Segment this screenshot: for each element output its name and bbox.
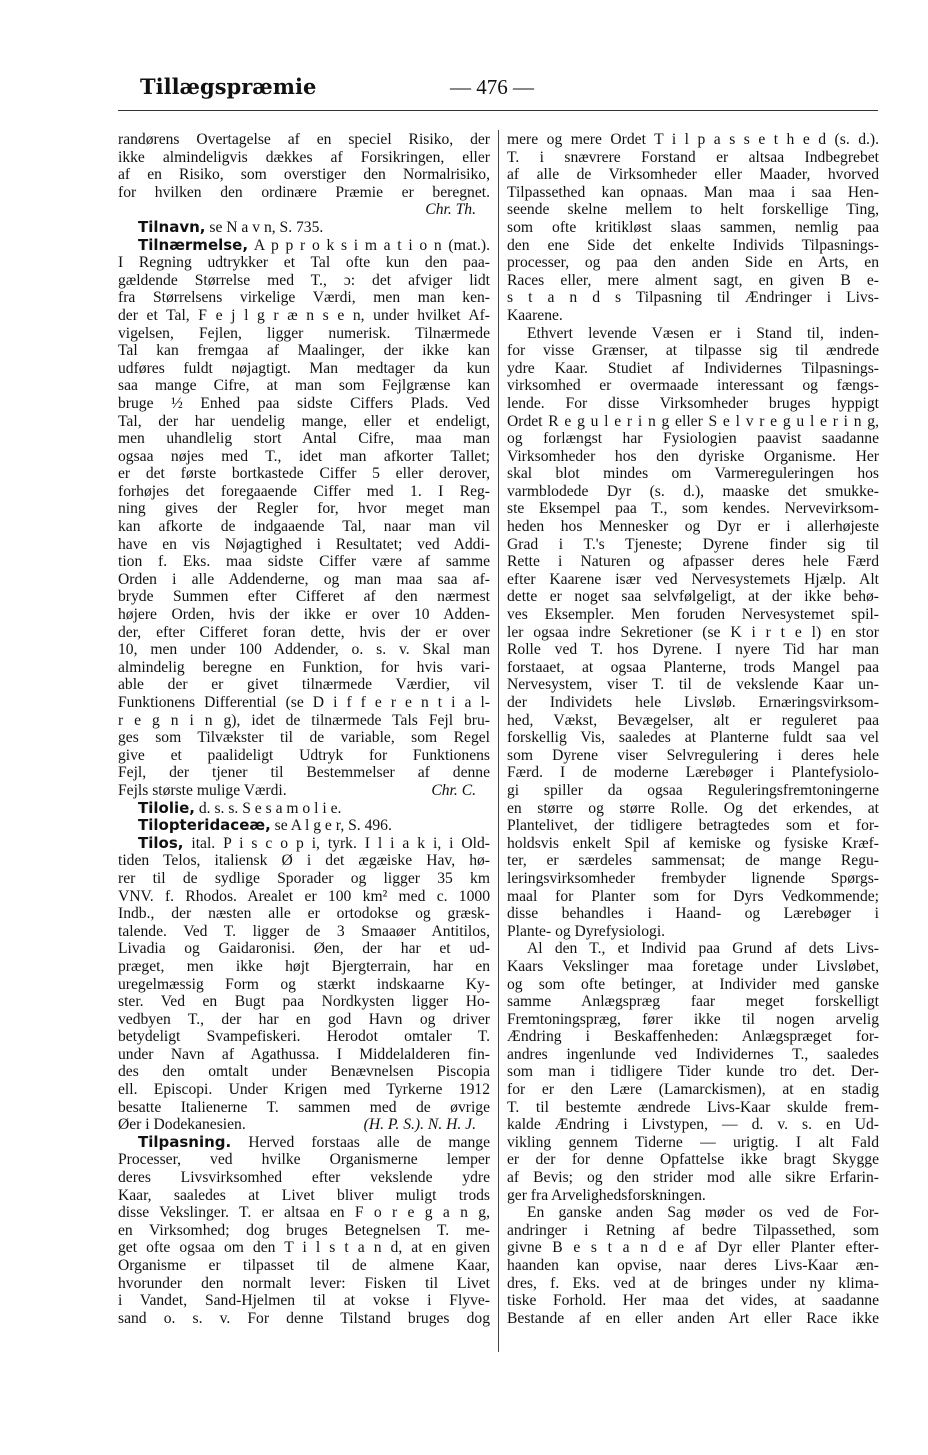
line-text: Kaar, saaledes at Livet bliver muligt trods [118, 1186, 490, 1204]
line-text: og forlængst har Fysiologien paavist saadanne [507, 430, 879, 448]
line-text: skal blot mindes om Varmereguleringen hos [507, 465, 879, 483]
line-text: Al den T., et Individ paa Grund af dets Livs- [527, 940, 879, 958]
line-text: som Dyrene viser Selvregulering i deres hele [507, 746, 879, 764]
text-line [507, 272, 879, 290]
line-text: ell. Episcopi. Under Krigen med Tyrkerne 1912 [118, 1081, 490, 1099]
line-text: Plante- og Dyrefysiologi. [507, 922, 666, 940]
text-line [507, 360, 879, 378]
text-line [507, 588, 879, 606]
text-line [507, 712, 879, 730]
line-text: mere og mere Ordet T i l p a s s e t h e d (s. d.). [507, 131, 879, 148]
line-text: bruge ½ Enhed paa sidste Ciffers Plads. Ved [118, 394, 490, 412]
line-text: forskellig Vis, saaledes at Planterne fuldt saa vel [507, 729, 879, 747]
line-text: ning gives der Regler for, hvor meget man [118, 500, 490, 518]
header-rule [118, 110, 878, 111]
line-text: T. i snævrere Forstand er altsaa Indbegrebet [507, 148, 879, 166]
line-text: tion f. Eks. maa sidste Ciffer være af samme [118, 553, 490, 571]
text-line [118, 976, 490, 994]
text-line [118, 1151, 490, 1169]
text-line [118, 149, 490, 167]
line-text: gi spiller da ogsaa Reguleringsfremtoningerne [507, 781, 879, 799]
line-text: varmblodede Dyr (s. d.), maaske det smukke- [507, 482, 879, 500]
text-line [507, 641, 879, 659]
line-text: Livadia og Gaidaronisi. Øen, der har et ud- [118, 940, 490, 958]
line-text: des den omtalt under Benævnelsen Piscopia [118, 1063, 490, 1081]
text-line [118, 747, 490, 765]
text-line [118, 518, 490, 536]
text-line [507, 500, 879, 518]
line-text: Tal, der har uendelig mange, eller et endeligt, [118, 412, 490, 430]
text-line [118, 1275, 490, 1293]
text-line [118, 1011, 490, 1029]
text-line [507, 1099, 879, 1117]
text-line [507, 149, 879, 167]
text-line [507, 993, 879, 1011]
line-text: seende skelne mellem to helt forskellige Ting, [507, 201, 879, 219]
line-text: en større og større Rolle. Og det erkendes, at [507, 799, 879, 817]
line-text: forhøjes det foregaaende Ciffer med 1. I Reg- [118, 482, 490, 500]
entry-headword: Tilpasning. [138, 1132, 232, 1151]
line-text: r e g n i n g), idet de tilnærmede Tals Fejl bru- [118, 711, 490, 729]
text-line [507, 888, 879, 906]
line-text: for er den Lære (Lamarckismen), at en stadig [507, 1081, 879, 1099]
line-text: som ofte kritikløst slaas sammen, nemlig paa [507, 218, 879, 236]
text-line [118, 782, 490, 800]
text-line [507, 553, 879, 571]
line-text: hvorunder den normalt lever: Fisken til Livet [118, 1274, 490, 1292]
line-text: Fremtoningspræg, fører ikke til nogen arvelig [507, 1010, 879, 1028]
line-text: give et paalideligt Udtryk for Funktionens [118, 746, 490, 764]
line-text: vikling gennem Tiderne — urigtig. I alt Fald [507, 1133, 879, 1151]
line-text: uregelmæssig Form og stærkt indskaarne Ky- [118, 975, 490, 993]
line-text: Orden i alle Addenderne, og man maa saa af- [118, 570, 490, 588]
line-text: se A l g e r, S. 496. [270, 817, 392, 835]
line-text: ster. Ved en Bugt paa Nordkysten ligger Ho- [118, 993, 490, 1011]
line-text: ogsaa nøjes med T., idet man afkorter Tallet; [118, 447, 490, 465]
line-text: T. til bestemte ændrede Livs-Kaar skulde frem- [507, 1098, 879, 1116]
line-text: tiske Forhold. Her maa det vides, at saadanne [507, 1292, 879, 1310]
text-line [118, 360, 490, 378]
line-text: saa mange Cifre, at man som Fejlgrænse kan [118, 377, 490, 395]
line-text: bryde Summen efter Cifferet af den nærmest [118, 588, 490, 606]
text-line [507, 747, 879, 765]
text-line [507, 413, 879, 431]
text-line [118, 993, 490, 1011]
line-text: processer, og paa den anden Side en Arts, en [507, 254, 879, 272]
line-text: have en vis Nøjagtighed i Resultatet; ved Addi- [118, 535, 490, 553]
line-text: efter Kaarene især ved Nervesystemets Hjælp. Alt [507, 570, 879, 588]
line-text: A p p r o k s i m a t i o n (mat.). [248, 236, 490, 254]
line-text: almindelig beregne en Funktion, for hvis vari- [118, 658, 490, 676]
line-text: vigelsen, Fejlen, ligger numerisk. Tilnærmede [118, 324, 490, 342]
line-text: men uhandlelig stort Antal Cifre, maa man [118, 430, 490, 448]
line-text: ger fra Arvelighedsforskningen. [507, 1186, 706, 1204]
line-text: ler ogsaa indre Sekretioner (se K i r t e l) en stor [507, 623, 879, 641]
text-line [118, 764, 490, 782]
line-text: disse Vekslinger. T. er altsaa en F o r e g a n g, [118, 1204, 490, 1222]
text-line [118, 588, 490, 606]
text-line [507, 1204, 879, 1222]
text-line [507, 729, 879, 747]
line-text: kalde Ændring i Livstypen, — d. v. s. en Ud- [507, 1116, 879, 1134]
text-line [507, 237, 879, 255]
line-text: ital. P i s c o p i, tyrk. I l i a k i, i Old- [183, 834, 490, 852]
text-line [118, 571, 490, 589]
text-line [118, 1099, 490, 1117]
text-line [118, 606, 490, 624]
text-line [507, 1151, 879, 1169]
text-line [118, 413, 490, 431]
line-text: rer til de sydlige Sporader og ligger 35 km [118, 869, 490, 887]
line-text: s t a n d s Tilpasning til Ændringer i Livs- [507, 289, 879, 307]
line-text: Ethvert levende Væsen er i Stand til, inden- [527, 324, 879, 342]
line-text: able der er givet tilnærmede Værdier, vil [118, 676, 490, 694]
text-line [118, 870, 490, 888]
line-text: Kaars Vekslinger maa foretage under Livsløbet, [507, 957, 879, 975]
line-text: af Bevis; og den strider mod alle sikre Erfarin- [507, 1169, 879, 1187]
text-line [118, 1134, 490, 1152]
line-text: fra Størrelsens virkelige Værdi, men man ken- [118, 289, 490, 307]
line-text: under Navn af Agathussa. I Middelalderen fin- [118, 1045, 490, 1063]
line-text: holdsvis enkelt Spil af kemiske og fysiske Kræf- [507, 834, 879, 852]
text-line [507, 289, 879, 307]
text-line [118, 1046, 490, 1064]
text-line [118, 201, 490, 219]
text-line [118, 940, 490, 958]
text-line [507, 676, 879, 694]
text-line [507, 1063, 879, 1081]
text-line [507, 1028, 879, 1046]
line-text: haanden kan opvise, naar deres Livs-Kaar æn- [507, 1257, 879, 1274]
text-line [118, 325, 490, 343]
line-text: Organisme er tilpasset til de almene Kaar, [118, 1257, 490, 1274]
text-line [118, 1063, 490, 1081]
text-line [118, 536, 490, 554]
author-signature: (H. P. S.). N. H. J. [363, 1116, 476, 1134]
line-text: den ene Side det enkelte Individs Tilpasnings- [507, 236, 879, 254]
line-text: forstaaet, at ogsaa Planterne, trods Mangel paa [507, 658, 879, 676]
line-text: maal for Planter som for Dyrs Vedkommende; [507, 887, 879, 905]
text-line [507, 219, 879, 237]
text-line [118, 254, 490, 272]
line-text: Processer, ved hvilke Organismerne lemper [118, 1151, 490, 1169]
line-text: tiden Telos, italiensk Ø i det ægæiske Hav, hø- [118, 852, 490, 870]
text-line [118, 923, 490, 941]
line-text: Races eller, mere alment sagt, en given B e- [507, 271, 879, 289]
line-text: Herved forstaas alle de mange [231, 1133, 490, 1151]
line-text: i Vandet, Sand-Hjelmen til at vokse i Flyve- [118, 1292, 490, 1310]
text-line [507, 430, 879, 448]
text-line [507, 377, 879, 395]
text-line [507, 1239, 879, 1257]
text-line [118, 465, 490, 483]
line-text: af alle de Virksomheder eller Maader, hvorved [507, 166, 879, 184]
line-text: samme Anlægspræg faar meget forskelligt [507, 993, 879, 1011]
text-line [118, 817, 490, 835]
line-text: virksomhed er overmaade interessant og fængs- [507, 377, 879, 395]
line-text: en Virksomhed; dog bruges Betegnelsen T. me- [118, 1221, 490, 1239]
line-text: Ændring i Beskaffenheden: Anlægspræget for- [507, 1028, 879, 1046]
line-text: En ganske anden Sag møder os ved de For- [527, 1204, 879, 1222]
text-line [118, 1081, 490, 1099]
text-line [507, 307, 879, 325]
line-text: præget, men ikke højt Bjergterrain, har en [118, 957, 490, 975]
text-line [118, 958, 490, 976]
text-line [507, 1187, 879, 1205]
line-text: andringer i Retning af bedre Tilpassethed, som [507, 1221, 879, 1239]
line-text: der et Tal, F e j l g r æ n s e n, under hvilket Af- [118, 306, 490, 324]
text-line [507, 184, 879, 202]
line-text: ter, er særdeles sammensat; de mange Regu- [507, 852, 879, 870]
line-text: der, efter Cifferet foran dette, hvis der er over [118, 623, 490, 641]
text-line [507, 254, 879, 272]
text-line [507, 395, 879, 413]
text-line [118, 483, 490, 501]
line-text: udføres fuldt nøjagtigt. Man medtager da kun [118, 359, 490, 377]
line-text: betydeligt Svampefiskeri. Herodot omtaler T. [118, 1028, 490, 1046]
text-line [118, 448, 490, 466]
line-text: disse behandles i Haand- og Lærebøger i [507, 905, 879, 923]
right-column [507, 131, 879, 1327]
text-line [118, 712, 490, 730]
text-line [118, 289, 490, 307]
text-line [118, 219, 490, 237]
line-text: Fejl, der tjener til Bestemmelser af denne [118, 764, 490, 782]
text-line [507, 1011, 879, 1029]
text-line [118, 166, 490, 184]
line-text: vedbyen T., der har en god Havn og driver [118, 1010, 490, 1028]
line-text: der Individets hele Livsløb. Ernæringsvirksom- [507, 694, 879, 711]
line-text: leringsvirksomheder frembyder lignende Spørgs- [507, 869, 879, 887]
text-line [507, 1275, 879, 1293]
line-text: ikke almindeligvis dækkes af Forsikringen, eller [118, 148, 490, 166]
line-text: dette er noget saa selvfølgeligt, at der ikke behø- [507, 588, 879, 606]
line-text: sand o. s. v. For denne Tilstand bruges dog [118, 1309, 490, 1327]
line-text: ves Eksempler. Men foruden Nervesystemet spil- [507, 606, 879, 624]
text-line [507, 448, 879, 466]
line-text: Nervesystem, viser T. til de vekslende Kaar un- [507, 676, 879, 694]
text-line [118, 500, 490, 518]
text-line [118, 1028, 490, 1046]
text-line [118, 1239, 490, 1257]
text-line [118, 395, 490, 413]
text-line [118, 131, 490, 149]
text-line [118, 694, 490, 712]
line-text: ste Eksempel paa T., som kendes. Nervevirksom- [507, 500, 879, 518]
text-line [507, 958, 879, 976]
text-line [507, 870, 879, 888]
text-line [118, 659, 490, 677]
text-line [507, 923, 879, 941]
line-text: d. s. s. S e s a m o l i e. [194, 799, 342, 817]
entry-headword: Tilnavn, [138, 217, 206, 236]
text-line [507, 1046, 879, 1064]
text-line [507, 852, 879, 870]
text-line [507, 1169, 879, 1187]
line-text: hed, Vækst, Bevægelser, alt er reguleret paa [507, 711, 879, 729]
line-text: Tal kan fremgaa af Maalinger, der ikke kan [118, 342, 490, 360]
line-text: ges som Tilvækster til de variable, som Regel [118, 729, 490, 747]
line-text: givne B e s t a n d e af Dyr eller Planter efter- [507, 1239, 879, 1257]
text-line [118, 307, 490, 325]
line-text: 10, men under 100 Addender, o. s. v. Skal man [118, 641, 490, 659]
line-text: Indb., der næsten alle er ortodokse og græsk- [118, 905, 490, 923]
line-text: I Regning udtrykker et Tal ofte kun den paa- [118, 254, 490, 272]
text-line [507, 1310, 879, 1328]
text-line [507, 835, 879, 853]
entry-headword: Tilos, [138, 833, 184, 852]
text-line [118, 800, 490, 818]
line-text: Tilpassethed kan opnaas. Man maa i saa Hen- [507, 183, 879, 201]
line-text: Ordet R e g u l e r i n g eller S e l v r e g u l e r i n g, [507, 412, 879, 430]
entry-headword: Tilolie, [138, 798, 195, 817]
text-line [118, 905, 490, 923]
text-line [118, 1310, 490, 1328]
text-line [507, 166, 879, 184]
line-text: lende. For disse Virksomheder bruges hyppigt [507, 394, 879, 412]
text-line [118, 553, 490, 571]
text-line [507, 940, 879, 958]
text-line [507, 624, 879, 642]
line-text: randørens Overtagelse af en speciel Risiko, der [118, 131, 490, 148]
text-line [118, 1169, 490, 1187]
text-line [507, 1222, 879, 1240]
text-line [118, 1187, 490, 1205]
line-text: heden hos Mennesker og Dyr er i allerhøjeste [507, 518, 879, 536]
text-line [118, 888, 490, 906]
text-line [507, 1134, 879, 1152]
text-line [507, 483, 879, 501]
running-head-title: Tillægspræmie [140, 74, 317, 99]
line-text: Fejls største mulige Værdi. [118, 781, 287, 799]
text-line [118, 184, 490, 202]
text-line [507, 764, 879, 782]
text-line [118, 342, 490, 360]
line-text: kan afkorte de indgaaende Tal, naar man vil [118, 518, 490, 536]
text-line [507, 342, 879, 360]
line-text: gældende Størrelse med T., ɔ: det afviger lidt [118, 271, 490, 289]
line-text: Plantelivet, der tidligere betragtedes som et for- [507, 817, 879, 835]
line-text: Virksomheder hos den dyriske Organisme. Her [507, 447, 879, 465]
text-line [507, 694, 879, 712]
line-text: deres Livsvirksomhed efter vekslende ydre [118, 1169, 490, 1187]
line-text: dres, f. Eks. ved at de bringes under ny klima- [507, 1274, 879, 1292]
text-line [507, 325, 879, 343]
line-text: for visse Grænser, at tilpasse sig til ændrede [507, 342, 879, 360]
column-divider [498, 130, 499, 1352]
text-line [507, 465, 879, 483]
text-line [118, 852, 490, 870]
text-line [507, 659, 879, 677]
line-text: VNV. f. Rhodos. Arealet er 100 km² med c. 1000 [118, 887, 490, 905]
text-line [118, 1292, 490, 1310]
line-text: er det første bortkastede Ciffer 5 eller derover, [118, 465, 490, 483]
line-text: Rette i Naturen og afpasser deres hele Færd [507, 553, 879, 571]
text-line [507, 571, 879, 589]
text-line [118, 1204, 490, 1222]
entry-headword: Tilopteridaceæ, [138, 816, 271, 835]
text-line [507, 1081, 879, 1099]
text-line [118, 641, 490, 659]
text-line [507, 201, 879, 219]
line-text: Funktionens Differential (se D i f f e r e n t i a l- [118, 694, 490, 711]
line-text: Rolle ved T. hos Dyrene. I nyere Tid har man [507, 641, 879, 659]
line-text: get ofte ogsaa om den T i l s t a n d, at en given [118, 1239, 490, 1257]
line-text: højere Orden, hvis der ikke er over 10 Adden- [118, 606, 490, 624]
text-line [507, 1292, 879, 1310]
left-column [118, 131, 490, 1327]
line-text: Chr. Th. [425, 201, 476, 219]
line-text: andres ingenlunde ved Individernes T., saaledes [507, 1045, 879, 1063]
text-line [507, 817, 879, 835]
text-line [118, 1222, 490, 1240]
text-line [118, 430, 490, 448]
line-text: ydre Kaar. Studiet af Individernes Tilpasnings- [507, 359, 879, 377]
author-signature: Chr. C. [431, 781, 476, 799]
text-line [507, 800, 879, 818]
line-text: som man i tidligere Tider kunde tro det. Der- [507, 1063, 879, 1081]
text-line [118, 1116, 490, 1134]
line-text: og som ofte betinger, at Individer med ganske [507, 975, 879, 993]
line-text: Færd. I de moderne Lærebøger i Plantefysiolo- [507, 764, 879, 782]
text-line [118, 377, 490, 395]
entry-headword: Tilnærmelse, [138, 235, 249, 254]
text-line [118, 272, 490, 290]
line-text: Bestande af en eller anden Art eller Race ikke [507, 1309, 879, 1327]
line-text: af en Risiko, som overstiger den Normalrisiko, [118, 166, 490, 184]
text-line [507, 782, 879, 800]
text-line [118, 835, 490, 853]
text-line [118, 1257, 490, 1275]
text-line [118, 729, 490, 747]
line-text: Øer i Dodekanesien. [118, 1116, 246, 1134]
page-number: — 476 — [450, 75, 534, 99]
text-line [507, 131, 879, 149]
line-text: se N a v n, S. 735. [205, 218, 324, 236]
line-text: er der for denne Opfattelse ikke bragt Skygge [507, 1151, 879, 1169]
text-line [507, 905, 879, 923]
line-text: for hvilken den ordinære Præmie er beregnet. [118, 183, 490, 201]
line-text: Grad i T.'s Tjeneste; Dyrene finder sig til [507, 535, 879, 553]
line-text: Kaarene. [507, 306, 563, 324]
text-line [118, 676, 490, 694]
text-line [507, 976, 879, 994]
line-text: talende. Ved T. ligger de 3 Smaaøer Antitilos, [118, 922, 490, 940]
line-text: besatte Italienerne T. sammen med de øvrige [118, 1098, 490, 1116]
text-line [507, 1116, 879, 1134]
text-line [118, 237, 490, 255]
text-line [507, 606, 879, 624]
text-line [507, 518, 879, 536]
text-line [118, 624, 490, 642]
text-line [507, 536, 879, 554]
text-line [507, 1257, 879, 1275]
